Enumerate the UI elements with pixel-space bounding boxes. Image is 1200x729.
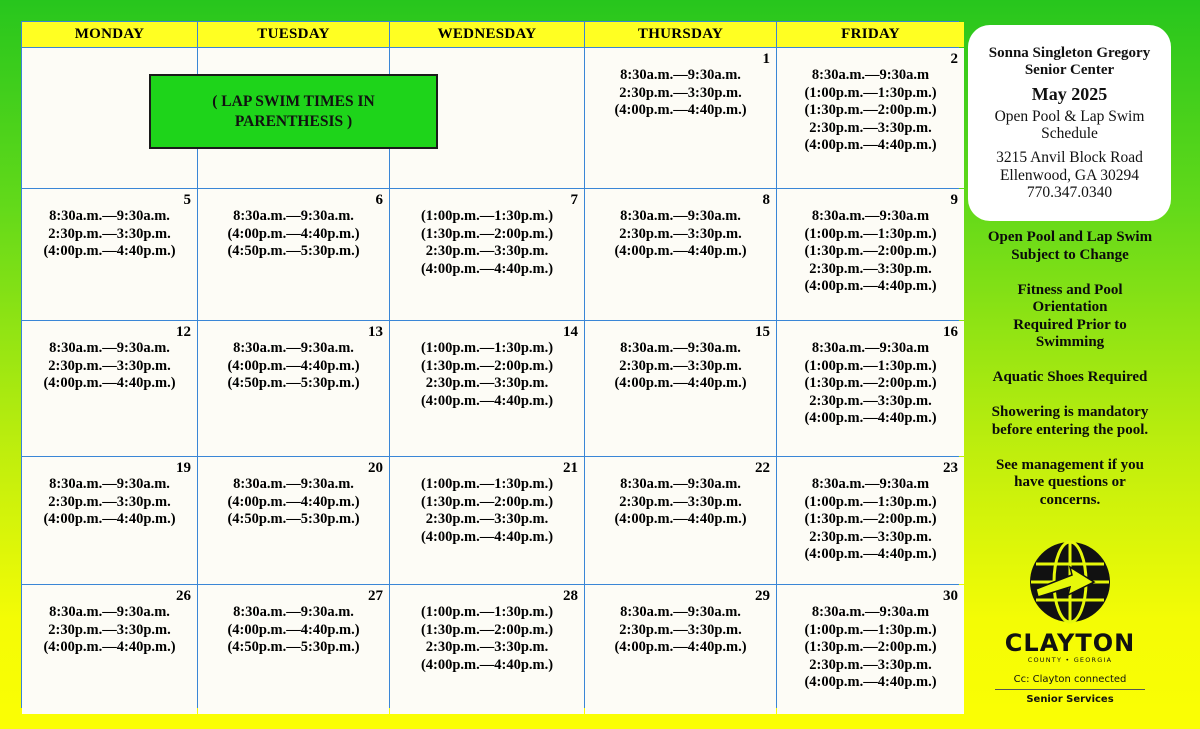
time-slot: (1:00p.m.—1:30p.m.) bbox=[804, 621, 937, 638]
time-slot: 8:30a.m.—9:30a.m. bbox=[49, 208, 170, 224]
schedule-line2: Schedule bbox=[1041, 125, 1098, 142]
time-list bbox=[777, 340, 964, 428]
time-slot: 8:30a.m.—9:30a.m. bbox=[233, 340, 354, 356]
time-list bbox=[22, 208, 197, 261]
divider bbox=[995, 689, 1145, 690]
time-slot: (4:00p.m.—4:40p.m.) bbox=[614, 639, 747, 655]
time-slot: 8:30a.m.—9:30a.m. bbox=[620, 604, 741, 620]
time-slot: (4:00p.m.—4:40p.m.) bbox=[420, 528, 554, 545]
time-slot: 2:30p.m.—3:30p.m. bbox=[48, 357, 171, 374]
time-slot: 2:30p.m.—3:30p.m. bbox=[48, 225, 171, 242]
calendar-day-cell bbox=[585, 585, 776, 714]
time-slot: (1:30p.m.—2:00p.m.) bbox=[420, 225, 554, 242]
info-card bbox=[968, 25, 1171, 221]
time-slot: (1:30p.m.—2:00p.m.) bbox=[804, 102, 937, 118]
address-line2: Ellenwood, GA 30294 bbox=[999, 166, 1140, 184]
time-slot: (4:00p.m.—4:40p.m.) bbox=[614, 511, 747, 527]
center-name-line2: Senior Center bbox=[1024, 62, 1115, 78]
note-block bbox=[964, 282, 1176, 352]
day-number: 6 bbox=[375, 192, 383, 208]
time-slot: (1:00p.m.—1:30p.m.) bbox=[804, 357, 937, 374]
calendar-day-cell bbox=[198, 189, 389, 320]
time-slot: (4:00p.m.—4:40p.m.) bbox=[43, 375, 176, 391]
time-list bbox=[198, 476, 389, 529]
note-line: before entering the pool. bbox=[991, 421, 1149, 438]
time-slot: (4:00p.m.—4:40p.m.) bbox=[420, 656, 554, 673]
time-list bbox=[585, 208, 776, 261]
address bbox=[968, 149, 1171, 202]
day-number: 9 bbox=[950, 192, 958, 208]
center-name bbox=[968, 45, 1171, 79]
time-slot: 2:30p.m.—3:30p.m. bbox=[619, 84, 742, 101]
day-header-thursday: THURSDAY bbox=[585, 22, 776, 47]
calendar-day-cell bbox=[777, 189, 964, 320]
calendar-day-cell bbox=[198, 321, 389, 456]
time-slot: (4:00p.m.—4:40p.m.) bbox=[804, 674, 937, 690]
time-list bbox=[777, 208, 964, 296]
county-label: COUNTY • GEORGIA bbox=[1027, 656, 1113, 664]
time-list bbox=[585, 476, 776, 529]
note-line: Subject to Change bbox=[1011, 246, 1129, 263]
note-line: Open Pool and Lap Swim bbox=[987, 229, 1153, 245]
day-number: 2 bbox=[950, 51, 958, 67]
calendar-day-cell bbox=[198, 457, 389, 584]
time-slot: (4:00p.m.—4:40p.m.) bbox=[804, 546, 937, 562]
day-number: 15 bbox=[755, 324, 770, 340]
time-list bbox=[777, 67, 964, 155]
time-slot: (4:50p.m.—5:30p.m.) bbox=[227, 375, 360, 391]
time-slot: (4:00p.m.—4:40p.m.) bbox=[227, 493, 360, 510]
day-number: 19 bbox=[176, 460, 191, 476]
calendar-day-cell bbox=[198, 585, 389, 714]
day-number: 20 bbox=[368, 460, 383, 476]
time-list bbox=[198, 340, 389, 393]
time-slot: 8:30a.m.—9:30a.m bbox=[811, 340, 930, 356]
time-slot: (4:00p.m.—4:40p.m.) bbox=[804, 278, 937, 294]
time-slot: 8:30a.m.—9:30a.m. bbox=[620, 476, 741, 492]
day-number: 30 bbox=[943, 588, 958, 604]
day-number: 23 bbox=[943, 460, 958, 476]
time-slot: 2:30p.m.—3:30p.m. bbox=[619, 357, 742, 374]
day-number: 22 bbox=[755, 460, 770, 476]
time-slot: 8:30a.m.—9:30a.m. bbox=[620, 208, 741, 224]
time-slot: 2:30p.m.—3:30p.m. bbox=[619, 225, 742, 242]
calendar-day-cell bbox=[777, 585, 964, 714]
time-slot: (1:00p.m.—1:30p.m.) bbox=[420, 340, 554, 356]
time-list bbox=[22, 476, 197, 529]
tagline: Cc: Clayton connected bbox=[1013, 674, 1127, 685]
department-label: Senior Services bbox=[1026, 694, 1114, 705]
day-number: 8 bbox=[762, 192, 770, 208]
time-slot: (1:00p.m.—1:30p.m.) bbox=[420, 208, 554, 224]
time-list bbox=[585, 67, 776, 120]
time-slot: (4:00p.m.—4:40p.m.) bbox=[420, 260, 554, 277]
time-slot: (1:30p.m.—2:00p.m.) bbox=[804, 243, 937, 259]
time-slot: 2:30p.m.—3:30p.m. bbox=[48, 621, 171, 638]
time-slot: (4:50p.m.—5:30p.m.) bbox=[227, 243, 360, 259]
day-header-monday: MONDAY bbox=[22, 22, 197, 47]
phone-number: 770.347.0340 bbox=[1026, 184, 1113, 201]
time-slot: (1:00p.m.—1:30p.m.) bbox=[420, 604, 554, 620]
time-list bbox=[585, 604, 776, 657]
time-slot: (4:00p.m.—4:40p.m.) bbox=[43, 511, 176, 527]
time-slot: (4:00p.m.—4:40p.m.) bbox=[804, 137, 937, 153]
time-slot: (1:00p.m.—1:30p.m.) bbox=[804, 493, 937, 510]
note-block bbox=[964, 229, 1176, 264]
time-slot: (1:30p.m.—2:00p.m.) bbox=[420, 357, 554, 374]
day-number: 7 bbox=[570, 192, 578, 208]
month-title: May 2025 bbox=[1031, 84, 1108, 104]
time-list bbox=[22, 340, 197, 393]
calendar-day-cell bbox=[22, 457, 197, 584]
note-line: have questions or bbox=[1014, 474, 1126, 490]
time-slot: 2:30p.m.—3:30p.m. bbox=[425, 511, 549, 527]
time-slot: (1:00p.m.—1:30p.m.) bbox=[420, 476, 554, 492]
time-slot: 2:30p.m.—3:30p.m. bbox=[809, 119, 932, 136]
schedule-title bbox=[968, 108, 1171, 142]
calendar-day-cell bbox=[22, 189, 197, 320]
time-slot: 8:30a.m.—9:30a.m. bbox=[233, 604, 354, 620]
day-number: 28 bbox=[563, 588, 578, 604]
day-header-wednesday: WEDNESDAY bbox=[390, 22, 584, 47]
time-slot: 2:30p.m.—3:30p.m. bbox=[619, 621, 742, 638]
time-slot: (4:50p.m.—5:30p.m.) bbox=[227, 639, 360, 655]
time-list bbox=[777, 604, 964, 692]
time-slot: 8:30a.m.—9:30a.m. bbox=[233, 208, 354, 224]
day-number: 29 bbox=[755, 588, 770, 604]
calendar-day-cell bbox=[390, 457, 584, 584]
time-slot: (1:30p.m.—2:00p.m.) bbox=[804, 639, 937, 655]
time-slot: 2:30p.m.—3:30p.m. bbox=[809, 392, 932, 409]
time-list bbox=[777, 476, 964, 564]
time-list bbox=[390, 604, 584, 674]
time-slot: 2:30p.m.—3:30p.m. bbox=[809, 528, 932, 545]
calendar-day-cell bbox=[390, 189, 584, 320]
clayton-logo bbox=[990, 537, 1150, 705]
calendar-day-cell bbox=[585, 48, 776, 188]
calendar-day-cell bbox=[585, 189, 776, 320]
time-slot: (1:00p.m.—1:30p.m.) bbox=[804, 84, 937, 101]
day-number: 21 bbox=[563, 460, 578, 476]
time-slot: 2:30p.m.—3:30p.m. bbox=[809, 260, 932, 277]
calendar-day-cell bbox=[585, 457, 776, 584]
center-name-line1: Sonna Singleton Gregory bbox=[988, 45, 1151, 61]
note-block bbox=[964, 369, 1176, 387]
address-line1: 3215 Anvil Block Road bbox=[996, 149, 1143, 166]
time-slot: (4:00p.m.—4:40p.m.) bbox=[614, 102, 747, 118]
time-slot: 8:30a.m.—9:30a.m. bbox=[49, 604, 170, 620]
day-number: 26 bbox=[176, 588, 191, 604]
note-line: Orientation bbox=[1032, 299, 1108, 315]
day-number: 13 bbox=[368, 324, 383, 340]
time-slot: (4:00p.m.—4:40p.m.) bbox=[614, 243, 747, 259]
note-line: Fitness and Pool bbox=[1017, 281, 1123, 298]
calendar-day-cell bbox=[777, 48, 964, 188]
calendar-day-cell bbox=[390, 321, 584, 456]
time-slot: (4:00p.m.—4:40p.m.) bbox=[227, 225, 360, 242]
day-number: 14 bbox=[563, 324, 578, 340]
time-slot: 2:30p.m.—3:30p.m. bbox=[48, 493, 171, 510]
time-slot: (1:30p.m.—2:00p.m.) bbox=[804, 375, 937, 391]
time-slot: 8:30a.m.—9:30a.m. bbox=[620, 340, 741, 356]
note-block bbox=[964, 457, 1176, 510]
day-number: 27 bbox=[368, 588, 383, 604]
time-slot: 8:30a.m.—9:30a.m bbox=[811, 476, 930, 492]
time-slot: 8:30a.m.—9:30a.m. bbox=[620, 67, 741, 83]
time-list bbox=[198, 604, 389, 657]
day-number: 5 bbox=[183, 192, 191, 208]
time-slot: 2:30p.m.—3:30p.m. bbox=[425, 243, 549, 259]
globe-arrow-icon bbox=[1028, 537, 1112, 627]
time-slot: (4:00p.m.—4:40p.m.) bbox=[227, 357, 360, 374]
time-slot: (1:00p.m.—1:30p.m.) bbox=[804, 225, 937, 242]
lap-swim-note: ( LAP SWIM TIMES IN PARENTHESIS ) bbox=[149, 74, 438, 149]
time-slot: 2:30p.m.—3:30p.m. bbox=[809, 656, 932, 673]
time-slot: 8:30a.m.—9:30a.m. bbox=[49, 476, 170, 492]
note-line: Required Prior to bbox=[1013, 316, 1127, 333]
time-list bbox=[198, 208, 389, 261]
day-number: 16 bbox=[943, 324, 958, 340]
time-slot: 8:30a.m.—9:30a.m. bbox=[49, 340, 170, 356]
time-slot: (4:50p.m.—5:30p.m.) bbox=[227, 511, 360, 527]
time-slot: 2:30p.m.—3:30p.m. bbox=[619, 493, 742, 510]
note-line: Swimming bbox=[1035, 334, 1105, 350]
time-slot: (1:30p.m.—2:00p.m.) bbox=[420, 621, 554, 638]
time-list bbox=[390, 340, 584, 410]
day-header-friday: FRIDAY bbox=[777, 22, 964, 47]
day-number: 12 bbox=[176, 324, 191, 340]
note-block bbox=[964, 404, 1176, 439]
time-slot: 8:30a.m.—9:30a.m bbox=[811, 67, 930, 83]
time-slot: (1:30p.m.—2:00p.m.) bbox=[420, 493, 554, 510]
time-list bbox=[22, 604, 197, 657]
time-slot: (4:00p.m.—4:40p.m.) bbox=[614, 375, 747, 391]
time-list bbox=[390, 208, 584, 278]
note-line: Aquatic Shoes Required bbox=[992, 369, 1148, 385]
time-slot: (4:00p.m.—4:40p.m.) bbox=[804, 410, 937, 426]
calendar-day-cell bbox=[777, 321, 964, 456]
time-slot: (1:30p.m.—2:00p.m.) bbox=[804, 511, 937, 527]
notes-panel bbox=[964, 229, 1176, 527]
time-slot: 8:30a.m.—9:30a.m bbox=[811, 604, 930, 620]
calendar-day-cell bbox=[585, 321, 776, 456]
note-line: Showering is mandatory bbox=[991, 404, 1149, 420]
time-slot: 2:30p.m.—3:30p.m. bbox=[425, 639, 549, 655]
time-slot: 2:30p.m.—3:30p.m. bbox=[425, 375, 549, 391]
note-line: See management if you bbox=[996, 456, 1144, 473]
schedule-line1: Open Pool & Lap Swim bbox=[994, 108, 1145, 125]
calendar-day-cell bbox=[777, 457, 964, 584]
day-number: 1 bbox=[762, 51, 770, 67]
time-slot: (4:00p.m.—4:40p.m.) bbox=[43, 639, 176, 655]
day-header-tuesday: TUESDAY bbox=[198, 22, 389, 47]
time-slot: 8:30a.m.—9:30a.m. bbox=[233, 476, 354, 492]
calendar-day-cell bbox=[390, 585, 584, 714]
clayton-wordmark: CLAYTON bbox=[1004, 629, 1136, 657]
calendar-day-cell bbox=[22, 321, 197, 456]
time-slot: 8:30a.m.—9:30a.m bbox=[811, 208, 930, 224]
time-list bbox=[585, 340, 776, 393]
time-list bbox=[390, 476, 584, 546]
time-slot: (4:00p.m.—4:40p.m.) bbox=[227, 621, 360, 638]
time-slot: (4:00p.m.—4:40p.m.) bbox=[420, 392, 554, 409]
time-slot: (4:00p.m.—4:40p.m.) bbox=[43, 243, 176, 259]
calendar-day-cell bbox=[22, 585, 197, 714]
note-line: concerns. bbox=[1039, 491, 1101, 508]
